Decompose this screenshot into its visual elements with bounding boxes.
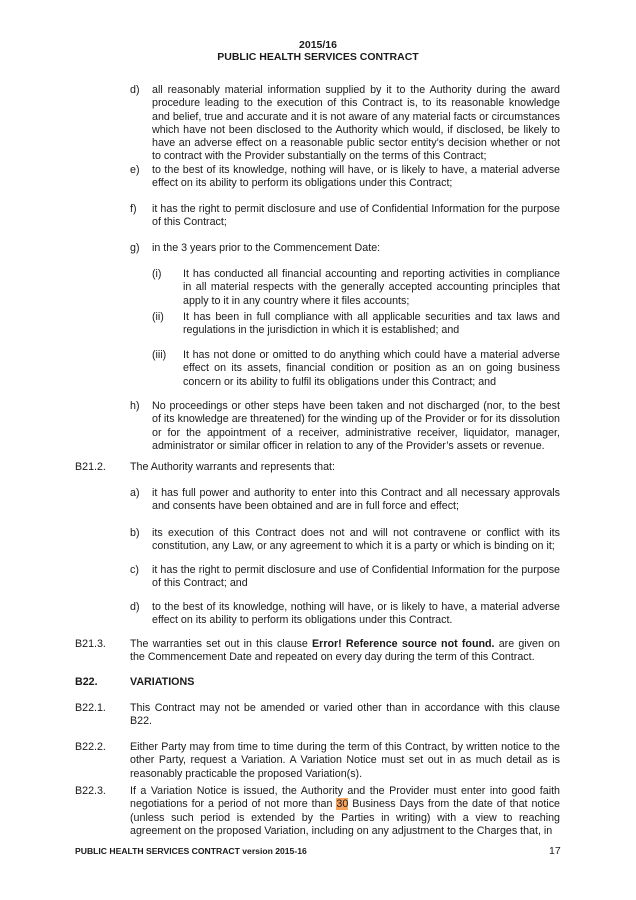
clause-text: Either Party may from time to time during the term of this Contract, by written notice to the other Party, request a Variation. A Variation Notice must set out in as much detail as is reasonably practicable the proposed Variation(s). bbox=[130, 741, 560, 780]
clause-number: B22.3. bbox=[75, 785, 106, 797]
item-label: c) bbox=[130, 564, 139, 576]
item-text: to the best of its knowledge, nothing will have, or is likely to have, a material adverse effect on its ability to perform its obligations under this Contract. bbox=[152, 601, 560, 627]
item-label: f) bbox=[130, 203, 137, 215]
subitem-text: It has not done or omitted to do anything which could have a material adverse effect on its assets, financial condition or position as an on going business concern or its ability to fulfil its obligations under this Contract; and bbox=[183, 349, 560, 388]
item-text: its execution of this Contract does not and will not contravene or conflict with its constitution, any Law, or any agreement to which it is a party or which is binding on it; bbox=[152, 527, 560, 553]
subitem-text: It has been in full compliance with all applicable securities and tax laws and regulations in the jurisdiction in which it is established; and bbox=[183, 311, 560, 337]
section-number: B22. bbox=[75, 676, 98, 688]
clause-text bbox=[130, 638, 560, 665]
section-title: VARIATIONS bbox=[130, 676, 195, 688]
subitem-label: (i) bbox=[152, 268, 162, 280]
clause-number: B22.1. bbox=[75, 702, 106, 714]
footer-text: PUBLIC HEALTH SERVICES CONTRACT version 2015-16 bbox=[75, 846, 307, 856]
clause-number: B21.2. bbox=[75, 461, 106, 473]
clause-text-part: are given on the Commencement Date and repeated on every day during the term of this Contract. bbox=[130, 638, 560, 664]
item-label: b) bbox=[130, 527, 140, 539]
clause-text-part: If a Variation Notice is issued, the Authority and the Provider must enter into good faith negotiations for a period of not more than bbox=[130, 785, 560, 811]
item-label: e) bbox=[130, 164, 140, 176]
item-label: a) bbox=[130, 487, 140, 499]
error-reference: Error! Reference source not found. bbox=[312, 638, 495, 650]
item-text: it has the right to permit disclosure and use of Confidential Information for the purpose of this Contract; bbox=[152, 203, 560, 229]
item-label: g) bbox=[130, 242, 140, 254]
header-year: 2015/16 bbox=[299, 39, 337, 51]
item-text: in the 3 years prior to the Commencement Date: bbox=[152, 242, 381, 254]
item-text: all reasonably material information supplied by it to the Authority during the award procedure leading to the execution of this Contract is, to its reasonable knowledge and belief, true and accurate and it is not aware of any material facts or circumstances which have not been disclosed to the Authority which would, if disclosed, be likely to have an adverse effect on a reasonable public sector entity’s decision whether or not to contract with the Provider substantially on the terms of this Contract; bbox=[152, 84, 560, 163]
clause-text: This Contract may not be amended or varied other than in accordance with this clause B22. bbox=[130, 702, 560, 728]
highlighted-value: 30 bbox=[336, 798, 349, 811]
item-text: to the best of its knowledge, nothing will have, or is likely to have, a material adverse effect on its ability to perform its obligations under this Contract; bbox=[152, 164, 560, 190]
clause-text bbox=[130, 785, 560, 838]
clause-text: The Authority warrants and represents that: bbox=[130, 461, 335, 473]
page-number: 17 bbox=[549, 845, 561, 857]
clause-text-part: The warranties set out in this clause bbox=[130, 638, 313, 650]
item-text: No proceedings or other steps have been taken and not discharged (nor, to the best of its knowledge are threatened) for the winding up of the Provider or for its dissolution or for the appointment of a receiver, administrative receiver, liquidator, manager, administrator or similar officer in relation to any of the Provider’s assets or revenue. bbox=[152, 400, 560, 452]
clause-number: B22.2. bbox=[75, 741, 106, 753]
clause-text-part: Business Days from the date of that notice (unless such period is extended by the Parties in writing) with a view to reaching agreement on the proposed Variation, including on any adjustment to the Charges that, in bbox=[130, 798, 560, 837]
clause-number: B21.3. bbox=[75, 638, 106, 650]
item-text: it has full power and authority to enter into this Contract and all necessary approvals and consents have been obtained and are in full force and effect; bbox=[152, 487, 560, 513]
header-title: PUBLIC HEALTH SERVICES CONTRACT bbox=[217, 51, 419, 63]
subitem-label: (iii) bbox=[152, 349, 167, 361]
subitem-text: It has conducted all financial accounting and reporting activities in compliance in all material respects with the generally accepted accounting principles that apply to it in any country where it files accounts; bbox=[183, 268, 560, 307]
item-label: h) bbox=[130, 400, 140, 412]
item-text: it has the right to permit disclosure and use of Confidential Information for the purpose of this Contract; and bbox=[152, 564, 560, 590]
subitem-label: (ii) bbox=[152, 311, 164, 323]
item-label: d) bbox=[130, 601, 140, 613]
item-label: d) bbox=[130, 84, 140, 96]
